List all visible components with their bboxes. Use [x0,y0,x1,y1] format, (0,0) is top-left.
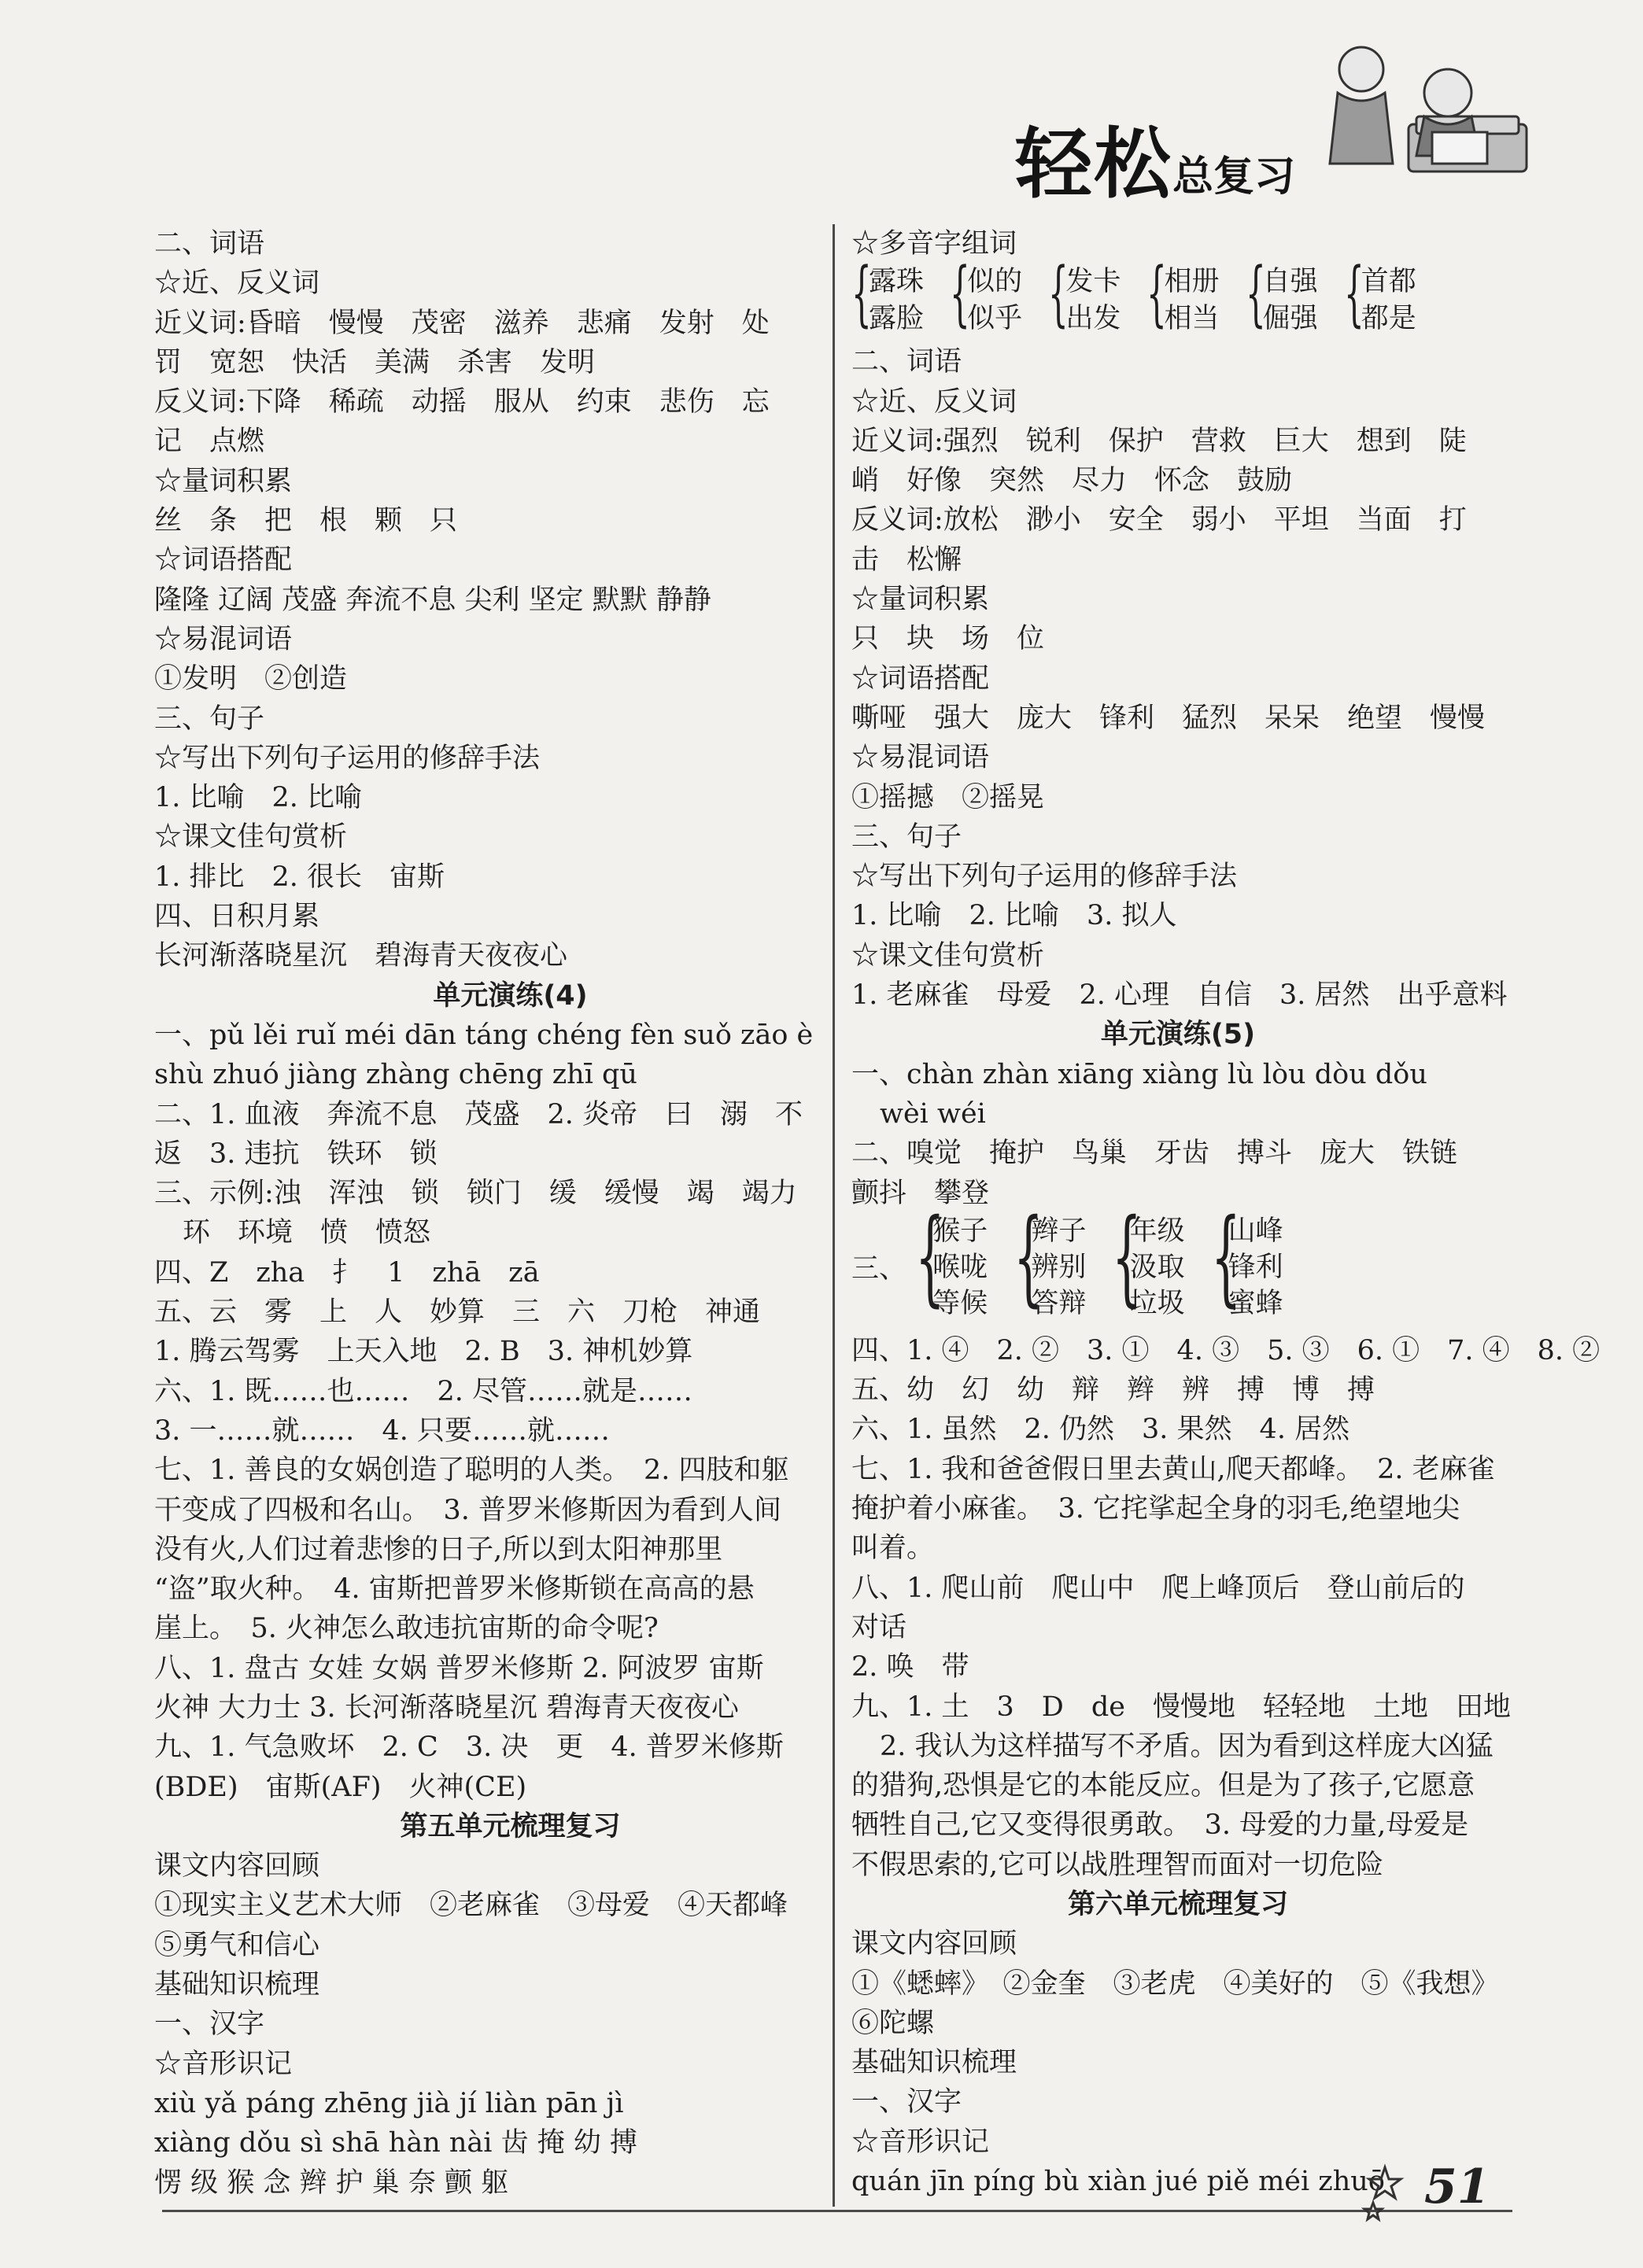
text-line: 只 块 场 位 [851,623,1045,655]
page-number: 51 [1424,2159,1490,2215]
text-line: 反义词:下降 稀疏 动摇 服从 约束 悲伤 忘 [154,386,770,419]
text-line: 1. 排比 2. 很长 宙斯 [154,861,445,893]
text-line: “盗”取火种。 4. 宙斯把普罗米修斯锁在高高的悬 [154,1573,755,1606]
san-group: {辫子 辨别 答辩 [1013,1196,1087,1319]
text-line: 不假思索的,它可以战胜理智而面对一切危险 [851,1849,1384,1881]
text-line: ☆写出下列句子运用的修辞手法 [154,742,541,774]
text-line: ①现实主义艺术大师 ②老麻雀 ③母爱 ④天都峰 [154,1890,788,1922]
text-line: 三、句子 [851,821,962,853]
text-line: 五、云 雾 上 人 妙算 三 六 刀枪 神通 [154,1296,761,1329]
text-line: ☆多音字组词 [851,228,1017,260]
text-line: ☆易混词语 [154,623,293,655]
text-line: 火神 大力士 3. 长河渐落晓星沉 碧海青天夜夜心 [154,1691,739,1724]
section-heading: 单元演练(4) [433,979,588,1012]
text-line: ☆词语搭配 [154,544,293,577]
text-line: ①摇撼 ②摇晃 [851,781,1045,813]
text-line: ☆课文佳句赏析 [851,939,1045,972]
polyphone-group: {发卡 出发 [1048,253,1121,336]
san-groups [851,1196,1505,1331]
text-line: 1. 比喻 2. 比喻 3. 拟人 [851,900,1177,932]
right-column [851,224,1601,2201]
section-heading: 第五单元梳理复习 [400,1810,621,1842]
text-line: 三、句子 [154,703,265,735]
text-line: 近义词:强烈 锐利 保护 营救 巨大 想到 陡 [851,425,1467,457]
text-line: 2. 唤 带 [851,1651,969,1683]
text-line: 课文内容回顾 [851,1928,1017,1960]
text-line: ☆量词积累 [154,465,293,497]
text-line: 一、pǔ lěi ruǐ méi dān táng chéng fèn suǒ zāo è [154,1019,814,1051]
star-decoration-icon [1361,2163,1424,2226]
text-line: ①发明 ②创造 [154,663,348,695]
text-line: 六、1. 虽然 2. 仍然 3. 果然 4. 居然 [851,1414,1350,1446]
text-line: 八、1. 爬山前 爬山中 爬上峰顶后 登山前后的 [851,1572,1465,1604]
text-line: ☆音形识记 [851,2126,990,2158]
text-line: ①《蟋蟀》 ②金奎 ③老虎 ④美好的 ⑤《我想》 [851,1967,1499,2000]
text-line: 课文内容回顾 [154,1850,320,1883]
text-line: shù zhuó jiàng zhàng chēng zhī qū [154,1059,637,1091]
polyphone-group: {自强 倔强 [1245,253,1318,336]
text-line: 3. 一……就…… 4. 只要……就…… [154,1414,611,1447]
section-heading: 单元演练(5) [1100,1019,1256,1051]
text-line: 1. 腾云驾雾 上天入地 2. B 3. 神机妙算 [154,1336,693,1368]
san-group: {山峰 锋利 蜜蜂 [1210,1196,1283,1319]
polyphone-group: {相册 相当 [1146,253,1220,336]
polyphone-group: {似的 似乎 [950,253,1023,336]
text-line: xiù yǎ páng zhēng jià jí liàn pān jì [154,2087,624,2119]
text-line: 峭 好像 突然 尽力 怀念 鼓励 [851,465,1293,497]
text-line: 反义词:放松 渺小 安全 弱小 平坦 当面 打 [851,504,1467,537]
text-line: 七、1. 我和爸爸假日里去黄山,爬天都峰。 2. 老麻雀 [851,1453,1495,1485]
bottom-rule [162,2210,1512,2212]
text-line: quán jīn píng bù xiàn jué piě méi zhuō [851,2166,1385,2198]
san-label: 三、 [851,1252,907,1285]
text-line: 干变成了四极和名山。 3. 普罗米修斯因为看到人间 [154,1494,782,1526]
text-line: 返 3. 违抗 铁环 锁 [154,1138,438,1170]
text-line: 没有火,人们过着悲惨的日子,所以到太阳神那里 [154,1533,723,1565]
text-line: wèi wéi [880,1097,986,1130]
text-line: 隆隆 辽阔 茂盛 奔流不息 尖利 坚定 默默 静静 [154,584,711,616]
text-line: ☆近、反义词 [154,267,320,300]
text-line: 四、日积月累 [154,901,320,933]
text-line: 近义词:昏暗 慢慢 茂密 滋养 悲痛 发射 处 [154,307,770,339]
text-line: xiàng dǒu sì shā hàn nài 齿 掩 幼 搏 [154,2127,637,2159]
section-heading: 第六单元梳理复习 [1067,1888,1288,1920]
text-line: 一、chàn zhàn xiāng xiàng lù lòu dòu dǒu [851,1058,1427,1090]
text-line: 牺牲自己,它又变得很勇敢。 3. 母爱的力量,母爱是 [851,1809,1469,1842]
text-line: 二、1. 血液 奔流不息 茂盛 2. 炎帝 曰 溺 不 [154,1098,803,1130]
text-line: 击 松懈 [851,544,962,576]
text-line: 九、1. 土 3 D de 慢慢地 轻轻地 土地 田地 [851,1691,1511,1723]
text-line: ☆课文佳句赏析 [154,821,348,854]
text-line: 叫着。 [851,1532,935,1565]
text-line: 二、词语 [851,346,962,378]
text-line: 对话 [851,1611,907,1643]
text-line: 七、1. 善良的女娲创造了聪明的人类。 2. 四肢和躯 [154,1455,789,1487]
text-line: 二、词语 [154,228,265,260]
polyphone-group: {露珠 露脸 [851,253,925,336]
text-line: 崖上。 5. 火神怎么敢违抗宙斯的命令呢? [154,1613,659,1645]
text-line: 嘶哑 强大 庞大 锋利 猛烈 呆呆 绝望 慢慢 [851,702,1486,734]
text-line: 四、1. ④ 2. ② 3. ① 4. ③ 5. ③ 6. ① 7. ④ 8. ② [851,1334,1601,1366]
text-line: ☆量词积累 [851,584,990,616]
text-line: 记 点燃 [154,426,265,458]
text-line: 六、1. 既……也…… 2. 尽管……就是…… [154,1375,693,1407]
text-line: ☆近、反义词 [851,385,1017,418]
text-line: 一、汉字 [154,2008,265,2041]
text-line: ☆写出下列句子运用的修辞手法 [851,861,1238,893]
text-line: 五、幼 幻 幼 辩 辫 辨 搏 博 搏 [851,1374,1375,1407]
text-line: 1. 老麻雀 母爱 2. 心理 自信 3. 居然 出乎意料 [851,979,1508,1012]
text-line: 罚 宽恕 快活 美满 杀害 发明 [154,346,596,378]
polyphone-group: {首都 都是 [1343,253,1416,336]
text-line: 九、1. 气急败坏 2. C 3. 决 更 4. 普罗米修斯 [154,1731,784,1764]
text-line: 愣 级 猴 念 辫 护 巢 奈 颤 躯 [154,2167,509,2199]
text-line: 环 环境 愤 愤怒 [183,1217,431,1249]
san-group: {年级 汲取 垃圾 [1112,1196,1185,1319]
text-line: ⑤勇气和信心 [154,1929,320,1961]
reading-kids-illustration-icon [1314,38,1534,179]
polyphone-groups [851,253,1505,342]
text-line: 长河渐落晓星沉 碧海青天夜夜心 [154,940,568,972]
text-line: 基础知识梳理 [851,2047,1017,2079]
text-line: ☆词语搭配 [851,662,990,695]
text-line: 掩护着小麻雀。 3. 它挓挲起全身的羽毛,绝望地尖 [851,1493,1460,1525]
text-line: ☆易混词语 [851,742,990,774]
text-line: 一、汉字 [851,2086,962,2119]
text-line: 颤抖 攀登 [851,1177,990,1209]
text-line: ☆音形识记 [154,2048,293,2080]
text-line: 八、1. 盘古 女娃 女娲 普罗米修斯 2. 阿波罗 宙斯 [154,1652,764,1684]
text-line: 丝 条 把 根 颗 只 [154,505,458,537]
text-line: 三、示例:浊 浑浊 锁 锁门 缓 缓慢 竭 竭力 [154,1178,797,1210]
text-line: 四、Z zha 扌 1 zhā zā [154,1256,540,1289]
logo-subtitle: 总复习 [1172,153,1296,201]
text-line: 二、嗅觉 掩护 鸟巢 牙齿 搏斗 庞大 铁链 [851,1138,1458,1170]
text-line: 基础知识梳理 [154,1969,320,2001]
text-line: (BDE) 宙斯(AF) 火神(CE) [154,1771,527,1803]
text-line: 2. 我认为这样描写不矛盾。因为看到这样庞大凶猛 [880,1730,1493,1762]
text-line: ⑥陀螺 [851,2007,935,2039]
left-column [154,224,866,2203]
logo-title: 轻松 [1015,120,1173,209]
san-group: {猴子 喉咙 等候 [915,1196,988,1319]
text-line: 的猎狗,恐惧是它的本能反应。但是为了孩子,它愿意 [851,1770,1475,1802]
text-line: 1. 比喻 2. 比喻 [154,782,363,814]
